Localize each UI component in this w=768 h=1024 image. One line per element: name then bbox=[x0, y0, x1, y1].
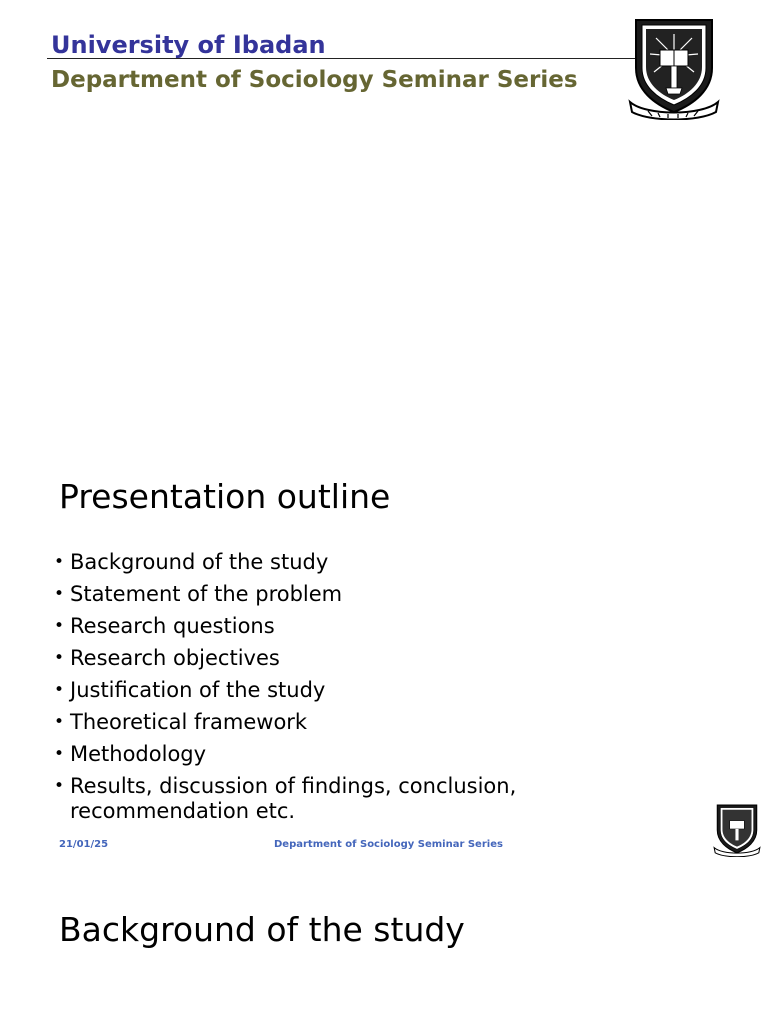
list-item: • Methodology bbox=[54, 742, 574, 767]
university-title: University of Ibadan bbox=[51, 31, 326, 59]
university-crest-small-icon bbox=[713, 803, 761, 857]
slide-heading: Presentation outline bbox=[59, 477, 391, 516]
department-title: Department of Sociology Seminar Series bbox=[51, 67, 578, 93]
list-item: • Results, discussion of findings, conclusion, recommendation etc. bbox=[54, 774, 574, 824]
list-item: • Research questions bbox=[54, 614, 574, 639]
list-item: • Justification of the study bbox=[54, 678, 574, 703]
list-item: • Statement of the problem bbox=[54, 582, 574, 607]
next-slide-heading: Background of the study bbox=[59, 910, 465, 949]
header-divider bbox=[47, 58, 637, 59]
list-item: • Research objectives bbox=[54, 646, 574, 671]
footer-date: 21/01/25 bbox=[59, 839, 109, 850]
list-item: • Theoretical framework bbox=[54, 710, 574, 735]
outline-list bbox=[54, 550, 574, 831]
footer-series-title: Department of Sociology Seminar Series bbox=[274, 839, 503, 850]
list-item: • Background of the study bbox=[54, 550, 574, 575]
university-crest-icon bbox=[628, 16, 720, 120]
crest-shield bbox=[636, 20, 712, 112]
